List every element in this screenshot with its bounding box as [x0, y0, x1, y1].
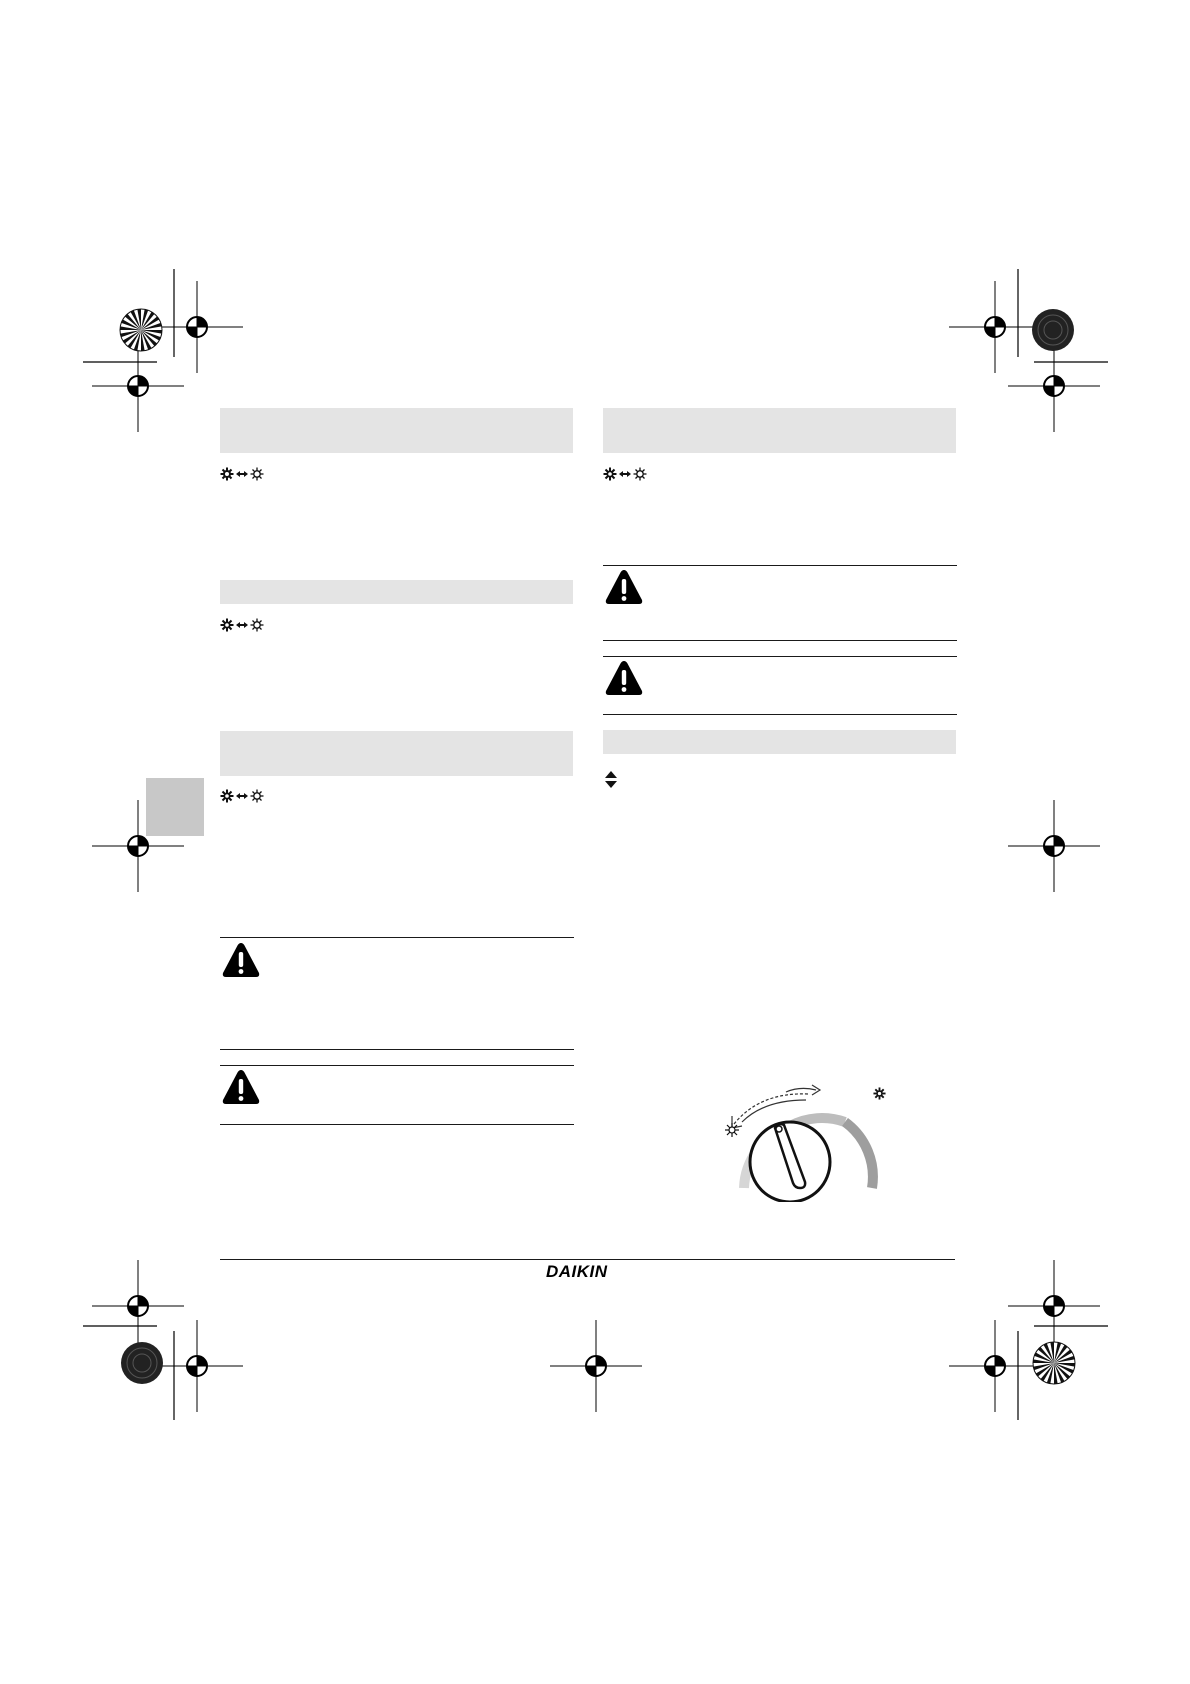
subsection-bar	[603, 730, 956, 754]
rule	[220, 1124, 574, 1125]
registration-mark	[1008, 340, 1100, 432]
brand-logo: DAIKIN	[546, 1262, 608, 1281]
section-header-bar	[220, 408, 573, 453]
up-down-arrow-icon	[604, 771, 618, 788]
registration-mark	[1008, 800, 1100, 892]
warning-triangle-icon	[605, 569, 643, 605]
registration-mark	[949, 281, 1041, 373]
cool-heat-switch-icon	[220, 789, 264, 803]
cool-heat-switch-icon	[603, 467, 647, 481]
footer-rule	[220, 1259, 955, 1260]
rule	[603, 565, 957, 566]
temperature-dial-icon	[720, 1082, 920, 1202]
star-target	[120, 309, 162, 351]
section-header-bar	[603, 408, 956, 453]
cooling-snowflake-icon	[873, 1087, 886, 1100]
cool-heat-switch-icon	[220, 467, 264, 481]
rule	[603, 714, 957, 715]
rule	[603, 656, 957, 657]
rule	[220, 1049, 574, 1050]
density-target	[121, 1342, 163, 1384]
rule	[220, 1065, 574, 1066]
registration-mark	[151, 281, 243, 373]
registration-mark	[92, 340, 184, 432]
registration-mark	[1008, 1260, 1100, 1352]
warning-triangle-icon	[605, 660, 643, 696]
registration-mark	[151, 1320, 243, 1412]
star-target	[1033, 1342, 1075, 1384]
section-header-bar	[220, 731, 573, 776]
rule	[220, 937, 574, 938]
warning-triangle-icon	[222, 1069, 260, 1105]
density-target	[1032, 309, 1074, 351]
registration-mark	[92, 1260, 184, 1352]
side-tab	[146, 778, 204, 836]
warning-triangle-icon	[222, 942, 260, 978]
registration-mark	[949, 1320, 1041, 1412]
cool-heat-switch-icon	[220, 618, 264, 632]
rule	[603, 640, 957, 641]
subsection-bar	[220, 580, 573, 604]
registration-mark	[550, 1320, 642, 1412]
